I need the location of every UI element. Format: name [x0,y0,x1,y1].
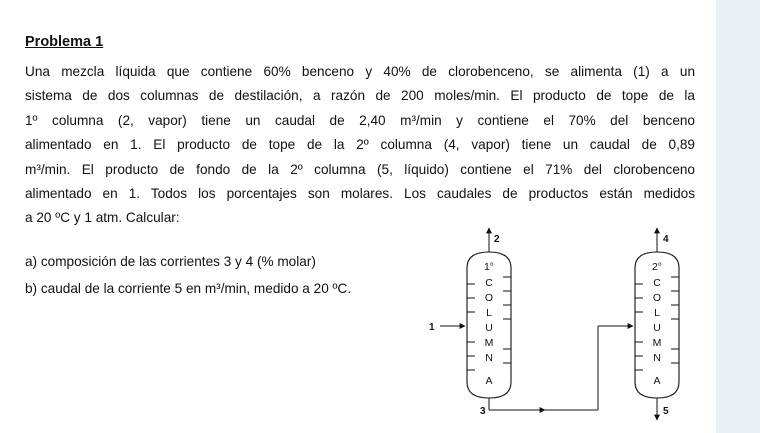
column2-letter: U [653,322,661,334]
column2-letter: O [652,292,662,304]
stream-4 [657,228,669,252]
statement-line: m³/min. El producto de fondo de la 2º columna (5, líquido) contiene el 71% del clorobenceno [25,161,695,177]
column2-letter: L [654,307,660,319]
stream-3-label: 3 [480,406,486,417]
question-b: b) caudal de la corriente 5 en m³/min, medido a 20 ºC. [25,281,352,296]
column1-letter: M [484,337,494,349]
stream-2 [489,228,500,252]
question-a: a) composición de las corrientes 3 y 4 (% molar) [25,254,316,269]
column2-letter: M [652,337,662,349]
stream-2-label: 2 [494,234,500,245]
column1-letter: L [486,307,492,319]
column1-letter: 1° [483,261,495,273]
statement-line: Una mezcla líquida que contiene 60% benceno y 40% de clorobenceno, se alimenta (1) a un [25,64,695,79]
statement-line: sistema de dos columnas de destilación, a razón de 200 moles/min. El producto de tope de la [25,88,695,104]
column1-letter: O [484,292,494,304]
stream-5 [657,398,669,420]
column1-letter: U [485,322,493,334]
column2-letter: C [653,277,661,289]
stream-4-label: 4 [663,234,669,245]
column-1 [467,252,511,398]
statement-line: alimentado en 1. Todos los porcentajes son molares. Los caudales de productos están medidos [25,186,695,202]
problem-title: Problema 1 [25,34,104,50]
column1-letter: A [485,375,493,387]
stream-1 [429,322,465,333]
column2-letter: A [653,375,661,387]
column2-letter: N [653,352,661,364]
column1-letter: N [485,352,493,364]
statement-line: a 20 ºC y 1 atm. Calcular: [25,210,180,226]
column2-letter: 2° [651,261,663,273]
statement-line: alimentado en 1. El producto de tope de la 2º columna (4, vapor) tiene un caudal de 0,89 [25,137,695,153]
column-2 [635,252,679,398]
stream-5-label: 5 [663,406,669,417]
stream-1-label: 1 [429,322,435,333]
statement-line: 1º columna (2, vapor) tiene un caudal de 2,40 m³/min y contiene el 70% del benceno [25,112,695,128]
column1-letter: C [485,277,493,289]
